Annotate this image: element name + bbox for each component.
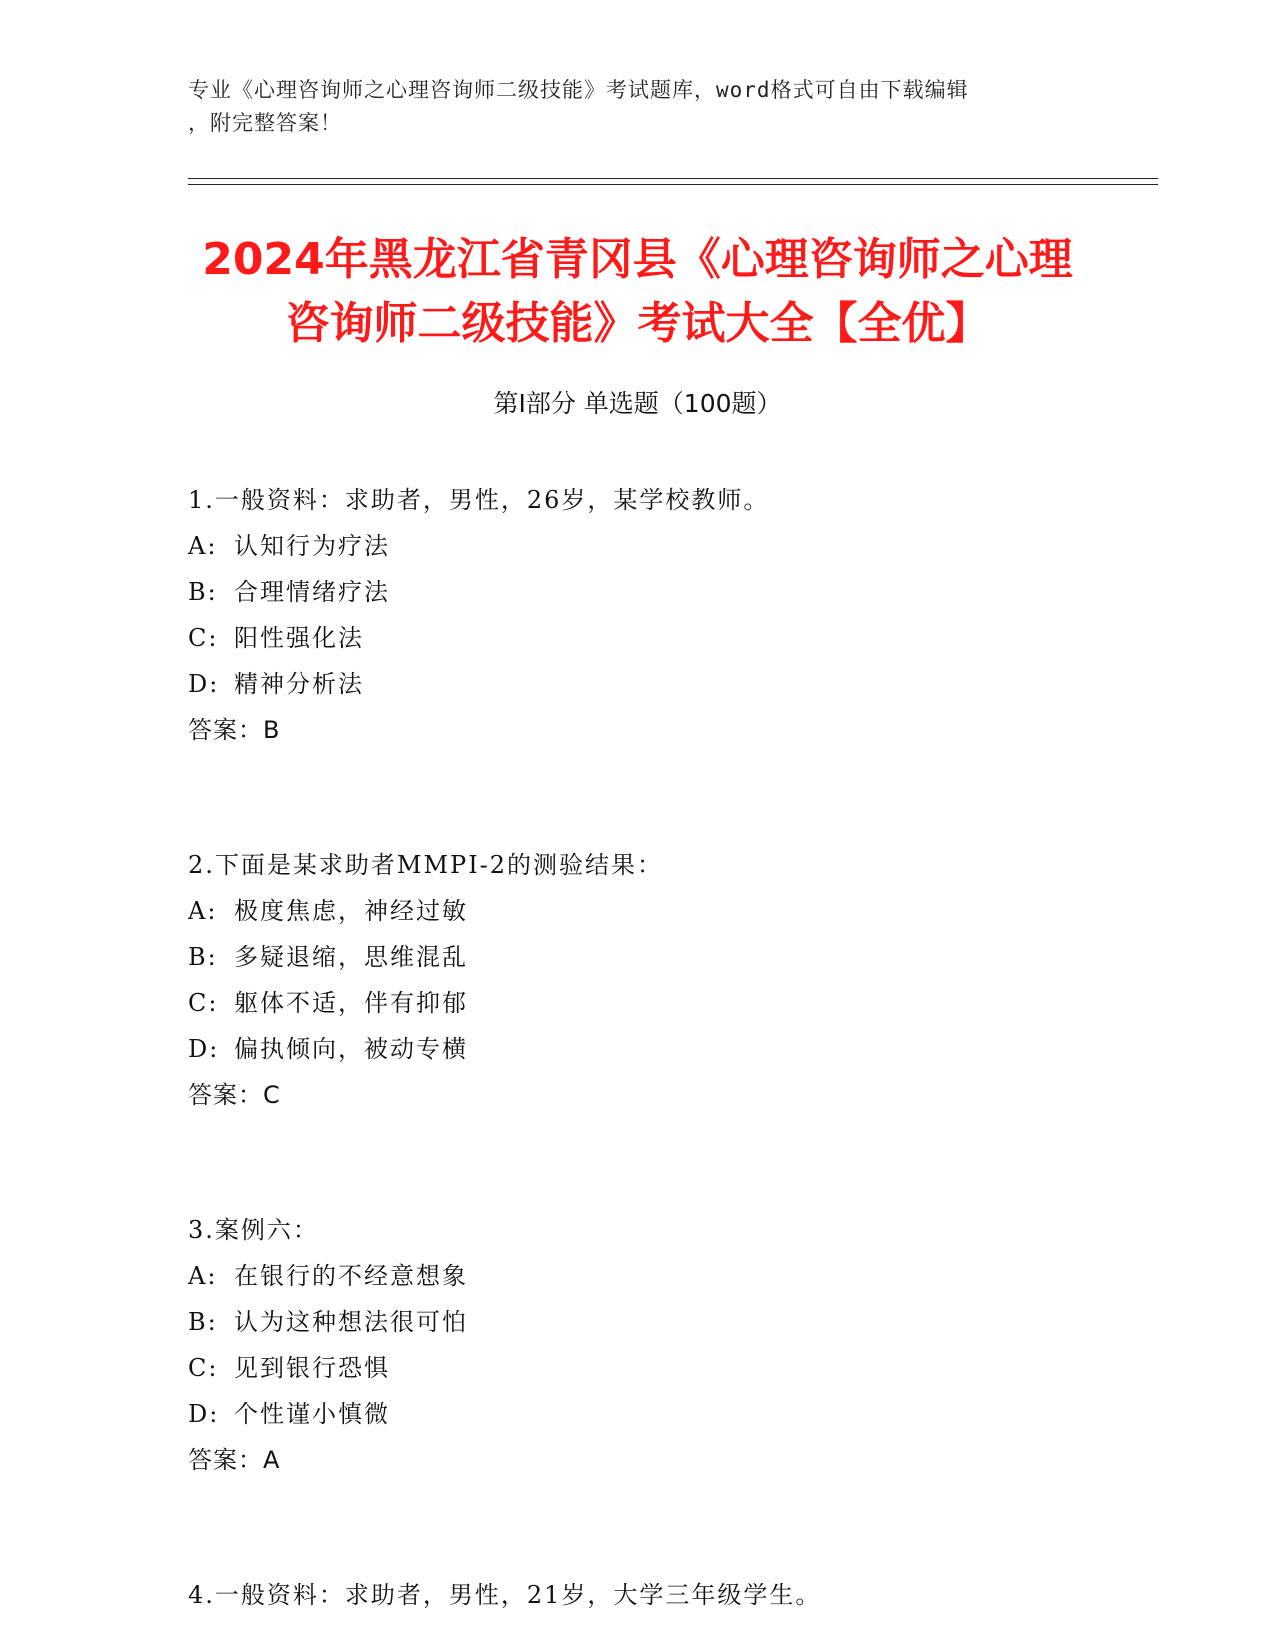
document-title — [150, 228, 1125, 356]
option-letter: D: — [188, 1035, 220, 1063]
answer-line: 答案：A — [188, 1446, 281, 1474]
option-text: 个性谨小慎微 — [234, 1400, 390, 1428]
question-4 — [188, 1572, 1138, 1618]
option-text: 在银行的不经意想象 — [234, 1262, 468, 1290]
option-letter: A: — [188, 532, 218, 560]
question-stem: 4.一般资料：求助者，男性，21岁，大学三年级学生。 — [188, 1581, 822, 1609]
header-rule-bottom — [188, 184, 1158, 185]
option-a — [188, 523, 1138, 569]
option-letter: C: — [188, 1354, 219, 1382]
option-text: 躯体不适，伴有抑郁 — [234, 989, 468, 1017]
question-stem: 3.案例六： — [188, 1216, 319, 1244]
option-b — [188, 934, 1138, 980]
document-title-line-1: 2024年黑龙江省青冈县《心理咨询师之心理 — [202, 234, 1073, 285]
question-spacer — [188, 753, 1138, 842]
option-c — [188, 980, 1138, 1026]
question-list — [188, 477, 1138, 1618]
question-stem: 1.一般资料：求助者，男性，26岁，某学校教师。 — [188, 486, 770, 514]
option-c — [188, 1345, 1138, 1391]
option-text: 合理情绪疗法 — [234, 578, 390, 606]
option-text: 偏执倾向，被动专横 — [234, 1035, 468, 1063]
option-text: 极度焦虑，神经过敏 — [234, 897, 468, 925]
option-letter: B: — [188, 943, 218, 971]
header-note — [188, 74, 1068, 140]
option-letter: A: — [188, 1262, 218, 1290]
option-letter: C: — [188, 989, 219, 1017]
option-d — [188, 1026, 1138, 1072]
option-letter: C: — [188, 624, 219, 652]
option-text: 阳性强化法 — [234, 624, 364, 652]
question-2 — [188, 842, 1138, 1118]
option-letter: B: — [188, 578, 218, 606]
option-text: 见到银行恐惧 — [234, 1354, 390, 1382]
header-rule-top — [188, 178, 1158, 179]
option-text: 精神分析法 — [234, 670, 364, 698]
header-note-line-1: 专业《心理咨询师之心理咨询师二级技能》考试题库，word格式可自由下载编辑 — [188, 78, 969, 102]
option-d — [188, 661, 1138, 707]
option-d — [188, 1391, 1138, 1437]
question-stem: 2.下面是某求助者MMPI-2的测验结果： — [188, 851, 664, 879]
option-text: 多疑退缩，思维混乱 — [234, 943, 468, 971]
question-1 — [188, 477, 1138, 753]
document-title-line-2: 咨询师二级技能》考试大全【全优】 — [285, 298, 990, 349]
option-text: 认为这种想法很可怕 — [234, 1308, 468, 1336]
option-letter: B: — [188, 1308, 218, 1336]
header-note-line-2: ，附完整答案！ — [188, 111, 342, 135]
option-a — [188, 888, 1138, 934]
question-spacer — [188, 1118, 1138, 1207]
option-b — [188, 1299, 1138, 1345]
option-a — [188, 1253, 1138, 1299]
question-3 — [188, 1207, 1138, 1483]
option-letter: D: — [188, 1400, 220, 1428]
option-b — [188, 569, 1138, 615]
option-c — [188, 615, 1138, 661]
question-spacer — [188, 1483, 1138, 1572]
answer-line: 答案：C — [188, 1081, 281, 1109]
option-text: 认知行为疗法 — [234, 532, 390, 560]
option-letter: A: — [188, 897, 218, 925]
option-letter: D: — [188, 670, 220, 698]
section-heading: 第Ⅰ部分 单选题（100题） — [493, 389, 782, 418]
answer-line: 答案：B — [188, 716, 281, 744]
